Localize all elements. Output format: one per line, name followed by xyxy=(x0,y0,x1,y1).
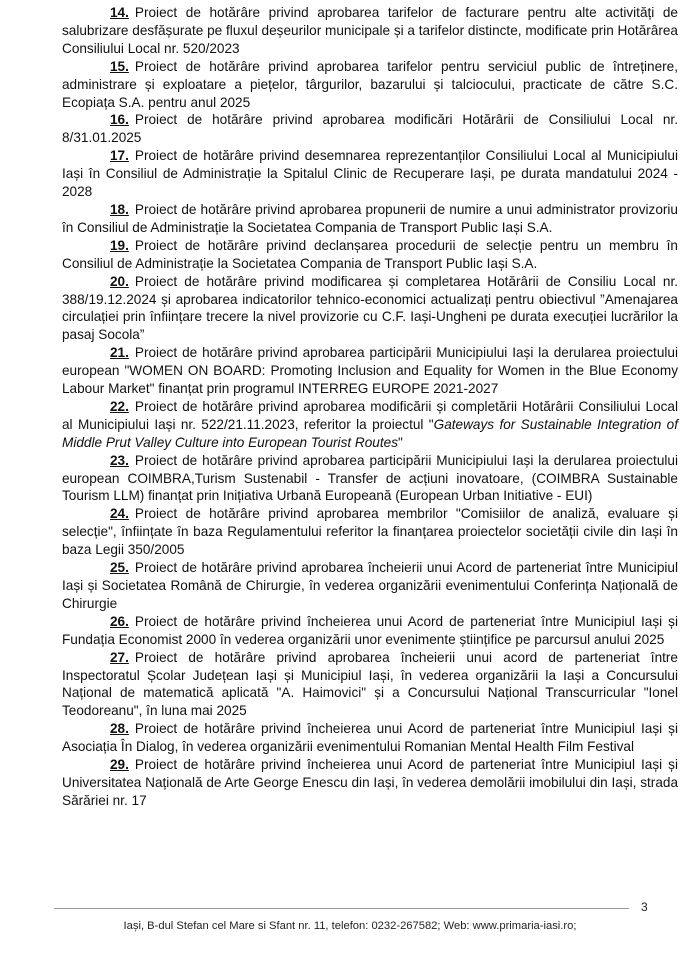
agenda-item xyxy=(62,398,678,452)
item-text: Proiect de hotărâre privind aprobarea modificări Hotărârii de Consiliului Local nr. 8/31.01.2025 xyxy=(62,112,678,146)
item-text: Proiect de hotărâre privind aprobarea membrilor "Comisiilor de analiză, evaluare și selecție", înființate în baza Regulamentului referitor la finanțarea proiectelor societății civile din Iași în baza Legii 350/2005 xyxy=(62,506,678,558)
item-number: 29. xyxy=(110,757,129,773)
item-number: 19. xyxy=(110,237,129,253)
item-project-title: Gateways for Sustainable Integration of Middle Prut Valley Culture into European Tourist Routes xyxy=(62,416,679,450)
item-number: 28. xyxy=(110,721,129,737)
agenda-items-list xyxy=(62,4,678,810)
item-text: Proiect de hotărâre privind încheierea unui Acord de parteneriat între Municipiul Iași și Fundația Economist 2000 în vederea organizării unor evenimente științifice pe parcursul anului 2025 xyxy=(62,613,678,647)
agenda-item xyxy=(62,147,678,201)
agenda-item xyxy=(62,273,678,345)
agenda-item xyxy=(62,344,678,398)
item-text: Proiect de hotărâre privind încheierea unui Acord de parteneriat între Municipiul Iași și Universitatea Națională de Arte George Enescu din Iași, în vederea demolării imobilului din Iași, strada Sărăriei nr. 17 xyxy=(62,757,678,808)
agenda-item xyxy=(62,201,678,237)
item-number: 24. xyxy=(110,506,129,522)
page-number: 3 xyxy=(641,900,648,914)
item-number: 23. xyxy=(110,452,129,468)
item-text: Proiect de hotărâre privind aprobarea tarifelor de facturare pentru alte activități de salubrizare desfășurate pe fluxul deșeurilor municipale și a tarifelor distincte, modificate prin Hotărârea Consiliului Local nr. 520/2023 xyxy=(62,5,678,56)
item-text: Proiect de hotărâre privind declanșarea procedurii de selecție pentru un membru în Consiliul de Administrație la Societatea Compania de Transport Public Iași S.A. xyxy=(62,237,678,271)
agenda-item xyxy=(62,111,678,147)
item-text: Proiect de hotărâre privind aprobarea încheierii unui Acord de parteneriat între Municipiul Iași și Societatea Română de Chirurgie, în vederea organizării evenimentului Conferința Națională de Chirurgie xyxy=(62,560,678,611)
footer-divider xyxy=(54,908,629,909)
item-text-end: " xyxy=(398,434,403,450)
item-text: Proiect de hotărâre privind aprobarea tarifelor pentru serviciul public de întreținere, administrare și exploatare a piețelor, târgurilor, bazarului și talciocului, practicate de către S.C. Ecopiața S.A. pentru anul 2025 xyxy=(62,58,678,110)
item-number: 20. xyxy=(110,273,129,289)
item-number: 17. xyxy=(110,148,129,164)
item-number: 25. xyxy=(110,560,129,576)
item-text: Proiect de hotărâre privind aprobarea modificării și completării Hotărârii Consiliului Local al Municipiului Iași nr. 522/21.11.2023, referitor la proiectul " xyxy=(62,398,678,432)
item-text: Proiect de hotărâre privind aprobarea propunerii de numire a unui administrator provizoriu în Consiliul de Administrație la Societatea Compania de Transport Public Iași S.A. xyxy=(62,201,678,235)
agenda-item xyxy=(62,756,678,810)
item-text: Proiect de hotărâre privind aprobarea participării Municipiului Iași la derularea proiectului european "WOMEN ON BOARD: Promoting Inclusion and Equality for Women in the Blue Economy Labour Market" finanțat prin programul INTERREG EUROPE 2021-2027 xyxy=(62,345,678,397)
agenda-item xyxy=(62,505,678,559)
item-text: Proiect de hotărâre privind modificarea și completarea Hotărârii de Consiliu Local nr. 388/19.12.2024 și aprobarea indicatorilor tehnico-economici actualizați pentru obiectivul ”Amenajarea circulației prin înființare trecere la nivel provizorie cu C.F. Iași-Ungheni pe durata execuției lucrărilor la pasaj Socola” xyxy=(62,273,678,343)
agenda-item xyxy=(62,559,678,613)
agenda-item xyxy=(62,720,678,756)
item-number: 14. xyxy=(110,5,129,20)
agenda-item xyxy=(62,58,678,112)
item-number: 15. xyxy=(110,58,129,74)
agenda-item xyxy=(62,613,678,649)
item-number: 22. xyxy=(110,398,129,414)
item-text: Proiect de hotărâre privind aprobarea participării Municipiului Iași la derularea proiectului european COIMBRA,Turism Sustenabil - Transfer de acțiuni inovatoare, (COIMBRA Sustainable Tourism LLM) finanțat prin Inițiativa Urbană Europeană (European Urban Initiative - EUI) xyxy=(62,452,678,504)
agenda-item xyxy=(62,452,678,506)
agenda-item xyxy=(62,649,678,721)
footer-address: Iași, B-dul Stefan cel Mare si Sfant nr. 11, telefon: 0232-267582; Web: www.primaria-iasi.ro; xyxy=(123,920,577,932)
item-number: 16. xyxy=(110,112,129,128)
item-text: Proiect de hotărâre privind aprobarea încheierii unui acord de parteneriat între Inspectoratul Școlar Județean Iași și Municipiul Iași, în vederea organizării la Iași a Concursului Național de matematică aplicată "A. Haimovici" și a Concursului Național Transcurricular "Ionel Teodoreanu", în luna mai 2025 xyxy=(62,649,678,719)
item-text: Proiect de hotărâre privind desemnarea reprezentanților Consiliului Local al Municipiului Iași în Consiliul de Administrație la Spitalul Clinic de Recuperare Iași, pe durata mandatului 2024 - 2028 xyxy=(62,148,678,200)
item-number: 26. xyxy=(110,613,129,629)
item-number: 18. xyxy=(110,201,129,217)
agenda-item xyxy=(62,237,678,273)
item-number: 21. xyxy=(110,345,129,361)
agenda-item xyxy=(62,4,678,58)
item-text: Proiect de hotărâre privind încheierea unui Acord de parteneriat între Municipiul Iași și Asociația În Dialog, în vederea organizării evenimentului Romanian Mental Health Film Festival xyxy=(62,721,678,755)
item-number: 27. xyxy=(110,649,129,665)
